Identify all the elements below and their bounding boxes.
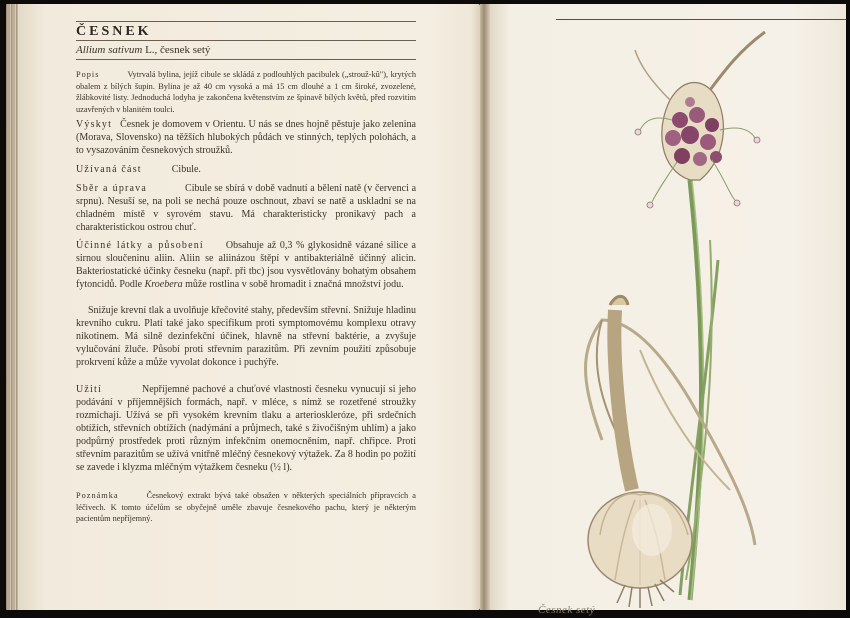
illustration-caption: Česnek setý — [538, 604, 596, 616]
latin-suffix: L., česnek setý — [142, 44, 211, 56]
section-popis — [76, 69, 416, 115]
top-rule — [76, 21, 416, 22]
section-text: Nepříjemné pachové a chuťové vlastnosti česneku vynucují si jeho podávání v příjemnějších formách, např. v mléce, s nímž se rozetřené stroužky rozmíchají. Užívá se při vysokém krevním tlaku a arterioskleróze, při srdečních obtížích, střevních obtížích (nadýmání a průjmech, také s živočišným uhlím) a jako podpůrný prostředek proti různým infekčním onemocněním, např. chřipce. Proti střevním parazitům se užívá vnitřně mléčný česnekový výtažek. Za 8 hodin po požití se zavede i klyzma mléčným výtažkem česneku (½ l). — [76, 384, 416, 473]
section-vyskyt — [76, 118, 416, 157]
section-label: Poznámka — [76, 491, 119, 500]
section-label: Popis — [76, 70, 100, 79]
section-label: Účinné látky a působení — [76, 240, 204, 251]
section-text: Vytrvalá bylina, jejíž cibule se skládá z podlouhlých pacibulek („strouž-kû"), krytých obalem z bílých šupin. Bylina je až 40 cm vysoká a má 15 cm dlouhé a 1 cm široké, zvozelené, žlábkovité listy. Jednoduchá lodyha je zakončena květenstvím ze špinavě bílých květů, před rozvitím uzavřených v blanitém toulci. — [76, 70, 416, 114]
section-poznamka — [76, 490, 416, 525]
section-text: Cibule se sbírá v době vadnutí a bělení natě (v červenci a srpnu). Nesuší se, na poli se nechá pouze oschnout, zbaví se natě a uskladní se na chladném místě v syrovém stavu. Má charakteristicky pronikavý pach a charakteristickou ostrou chuť. — [76, 183, 417, 233]
latin-name — [76, 44, 210, 56]
garlic-illustration — [540, 20, 840, 610]
title-rule — [76, 40, 416, 41]
section-uziti — [76, 383, 416, 474]
section-text: Česnek je domovem v Orientu. U nás se dnes hojně pěstuje jako zelenina (Morava, Slovensko) na těžších hlubokých půdách ve stinných, teplých polohách, a to vysazováním česnekových stroužků. — [76, 119, 416, 156]
latin-genus: Allium sativum — [76, 44, 143, 56]
section-text: Snižuje krevní tlak a uvolňuje křečovité stahy, především střevní. Snižuje hladinu krevního cukru. Platí také jako specifikum proti symptomovému komplexu otravy nikotinem. Má silně dezinfekční účinek, hlavně na střevní baktérie, a zvyšuje vylučování žluče. Působí proti střevním parazitům. Při zevním použití způsobuje prokrvení kůže a může vyvolat dokonce i puchýře. — [76, 305, 416, 368]
section-sber — [76, 182, 416, 234]
page-edges — [6, 4, 18, 610]
section-label: Sběr a úprava — [76, 183, 148, 194]
section-uzivana-cast — [76, 163, 416, 176]
section-label: Výskyt — [76, 119, 113, 130]
page-title: ČESNEK — [76, 24, 152, 39]
section-text: Obsahuje až 0,3 % glykosidně vázané silice a sirnou sloučeninu aliin. Aliin se aliinázou štěpí v antibakteriálně účinný alicin. Bakteriostatické účinky česneku (např. při tbc) jsou vysvětlovány bohatým obsahem fytoncidů. Podle — [76, 240, 416, 290]
section-text: Cibule. — [171, 164, 201, 175]
author-name: Kroebera — [144, 279, 183, 290]
section-label: Užití — [76, 384, 102, 395]
section-label: Užívaná část — [76, 164, 142, 175]
book-gutter — [480, 4, 490, 610]
section-text: Česnekový extrakt bývá také obsažen v některých speciálních přípravcích a léčivech. K tomto účelům se obyčejně uměle zbavuje česnekového pachu, který je některým pacientům nepříjemný. — [76, 491, 416, 523]
section-text-end: může rostlina v sobě hromadit i značná množství jodu. — [182, 279, 404, 290]
section-ucinne-latky — [76, 239, 416, 291]
latin-rule — [76, 59, 416, 60]
section-ucinne-paragraph-2 — [76, 304, 416, 369]
